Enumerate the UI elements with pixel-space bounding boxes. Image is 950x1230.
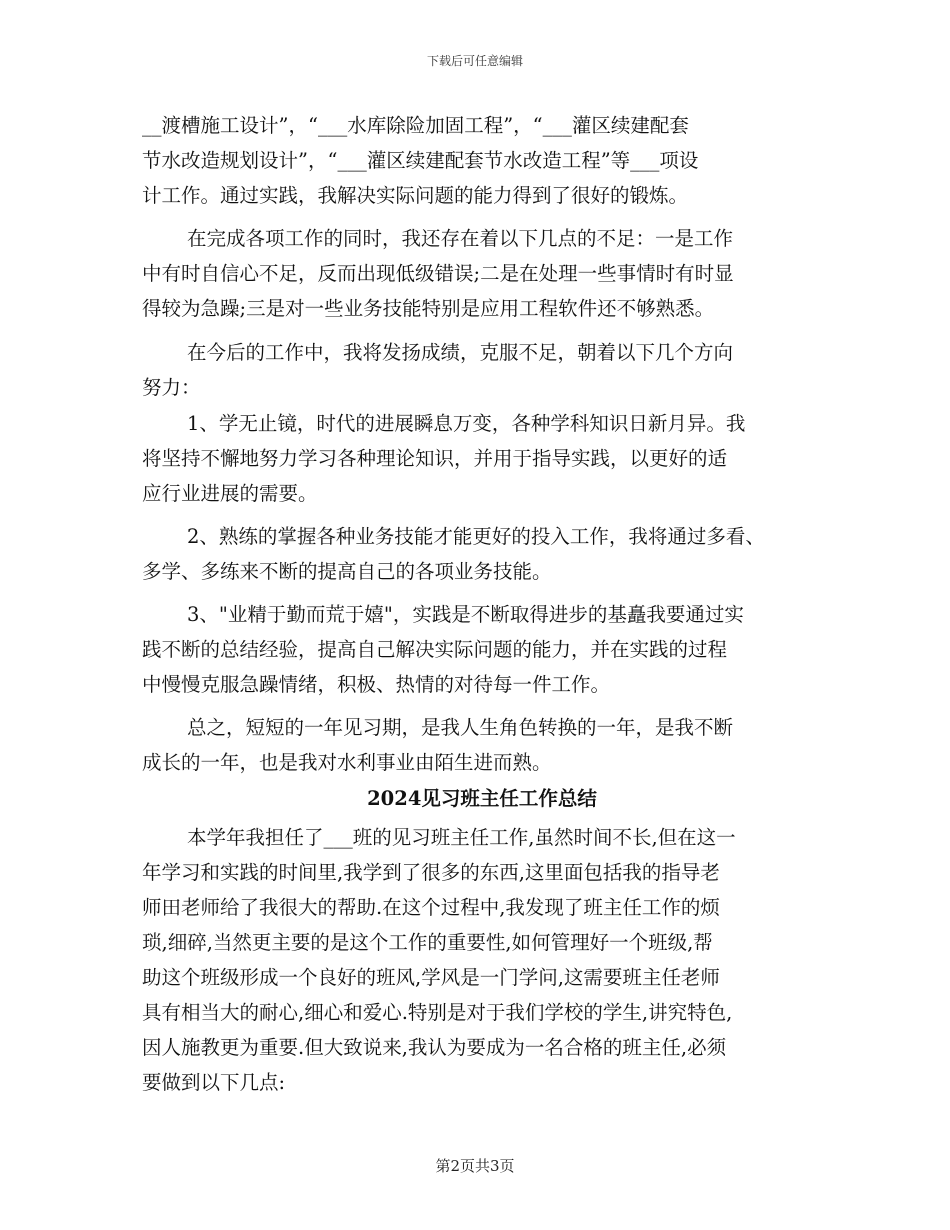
text-line: 总之，短短的一年见习期，是我人生角色转换的一年，是我不断 [187, 716, 734, 739]
text-line: 年学习和实践的时间里,我学到了很多的东西,这里面包括我的指导老 [142, 861, 720, 884]
text-line: 得较为急躁;三是对一些业务技能特别是应用工程软件还不够熟悉。 [142, 297, 715, 320]
text-line: 中慢慢克服急躁情绪，积极、热情的对待每一件工作。 [142, 673, 611, 696]
text-line: 践不断的总结经验，提高自己解决实际问题的能力，并在实践的过程 [142, 638, 728, 661]
text-line: 应行业进展的需要。 [142, 482, 318, 505]
text-line: 具有相当大的耐心,细心和爱心.特别是对于我们学校的学生,讲究特色, [142, 1001, 733, 1024]
text-line: 1、学无止镜，时代的进展瞬息万变，各种学科知识日新月异。我 [187, 412, 746, 435]
text-line: 节水改造规划设计”，“___灌区续建配套节水改造工程”等___项设 [142, 149, 699, 172]
text-line: 在完成各项工作的同时，我还存在着以下几点的不足：一是工作 [187, 227, 734, 250]
text-line: 2、熟练的掌握各种业务技能才能更好的投入工作，我将通过多看、 [187, 525, 765, 548]
text-line: 努力： [142, 376, 201, 399]
text-line: 在今后的工作中，我将发扬成绩，克服不足，朝着以下几个方向 [187, 341, 734, 364]
text-line: 多学、多练来不断的提高自己的各项业务技能。 [142, 560, 552, 583]
text-line: 助这个班级形成一个良好的班风,学风是一门学问,这需要班主任老师 [142, 966, 720, 989]
section-title: 2024见习班主任工作总结 [367, 787, 597, 810]
text-line: 3、"业精于勤而荒于嬉"，实践是不断取得进步的基矗我要通过实 [187, 603, 744, 626]
text-line: 中有时自信心不足，反而出现低级错误;二是在处理一些事情时有时显 [142, 262, 734, 285]
text-line: 师田老师给了我很大的帮助.在这个过程中,我发现了班主任工作的烦 [142, 896, 720, 919]
text-line: 计工作。通过实践，我解决实际问题的能力得到了很好的锻炼。 [142, 184, 689, 207]
text-line: 成长的一年，也是我对水利事业由陌生进而熟。 [142, 751, 552, 774]
page-number: 第2页共3页 [435, 1157, 515, 1175]
text-line: 要做到以下几点: [142, 1071, 286, 1094]
text-line: 琐,细碎,当然更主要的是这个工作的重要性,如何管理好一个班级,帮 [142, 931, 713, 954]
text-line: 本学年我担任了___班的见习班主任工作,虽然时间不长,但在这一 [187, 826, 736, 849]
text-line: __渡槽施工设计”，“___水库除险加固工程”，“___灌区续建配套 [142, 114, 689, 137]
text-line: 因人施教更为重要.但大致说来,我认为要成为一名合格的班主任,必须 [142, 1036, 727, 1059]
text-line: 将坚持不懈地努力学习各种理论知识，并用于指导实践，以更好的适 [142, 447, 728, 470]
page-header: 下载后可任意编辑 [426, 54, 523, 68]
